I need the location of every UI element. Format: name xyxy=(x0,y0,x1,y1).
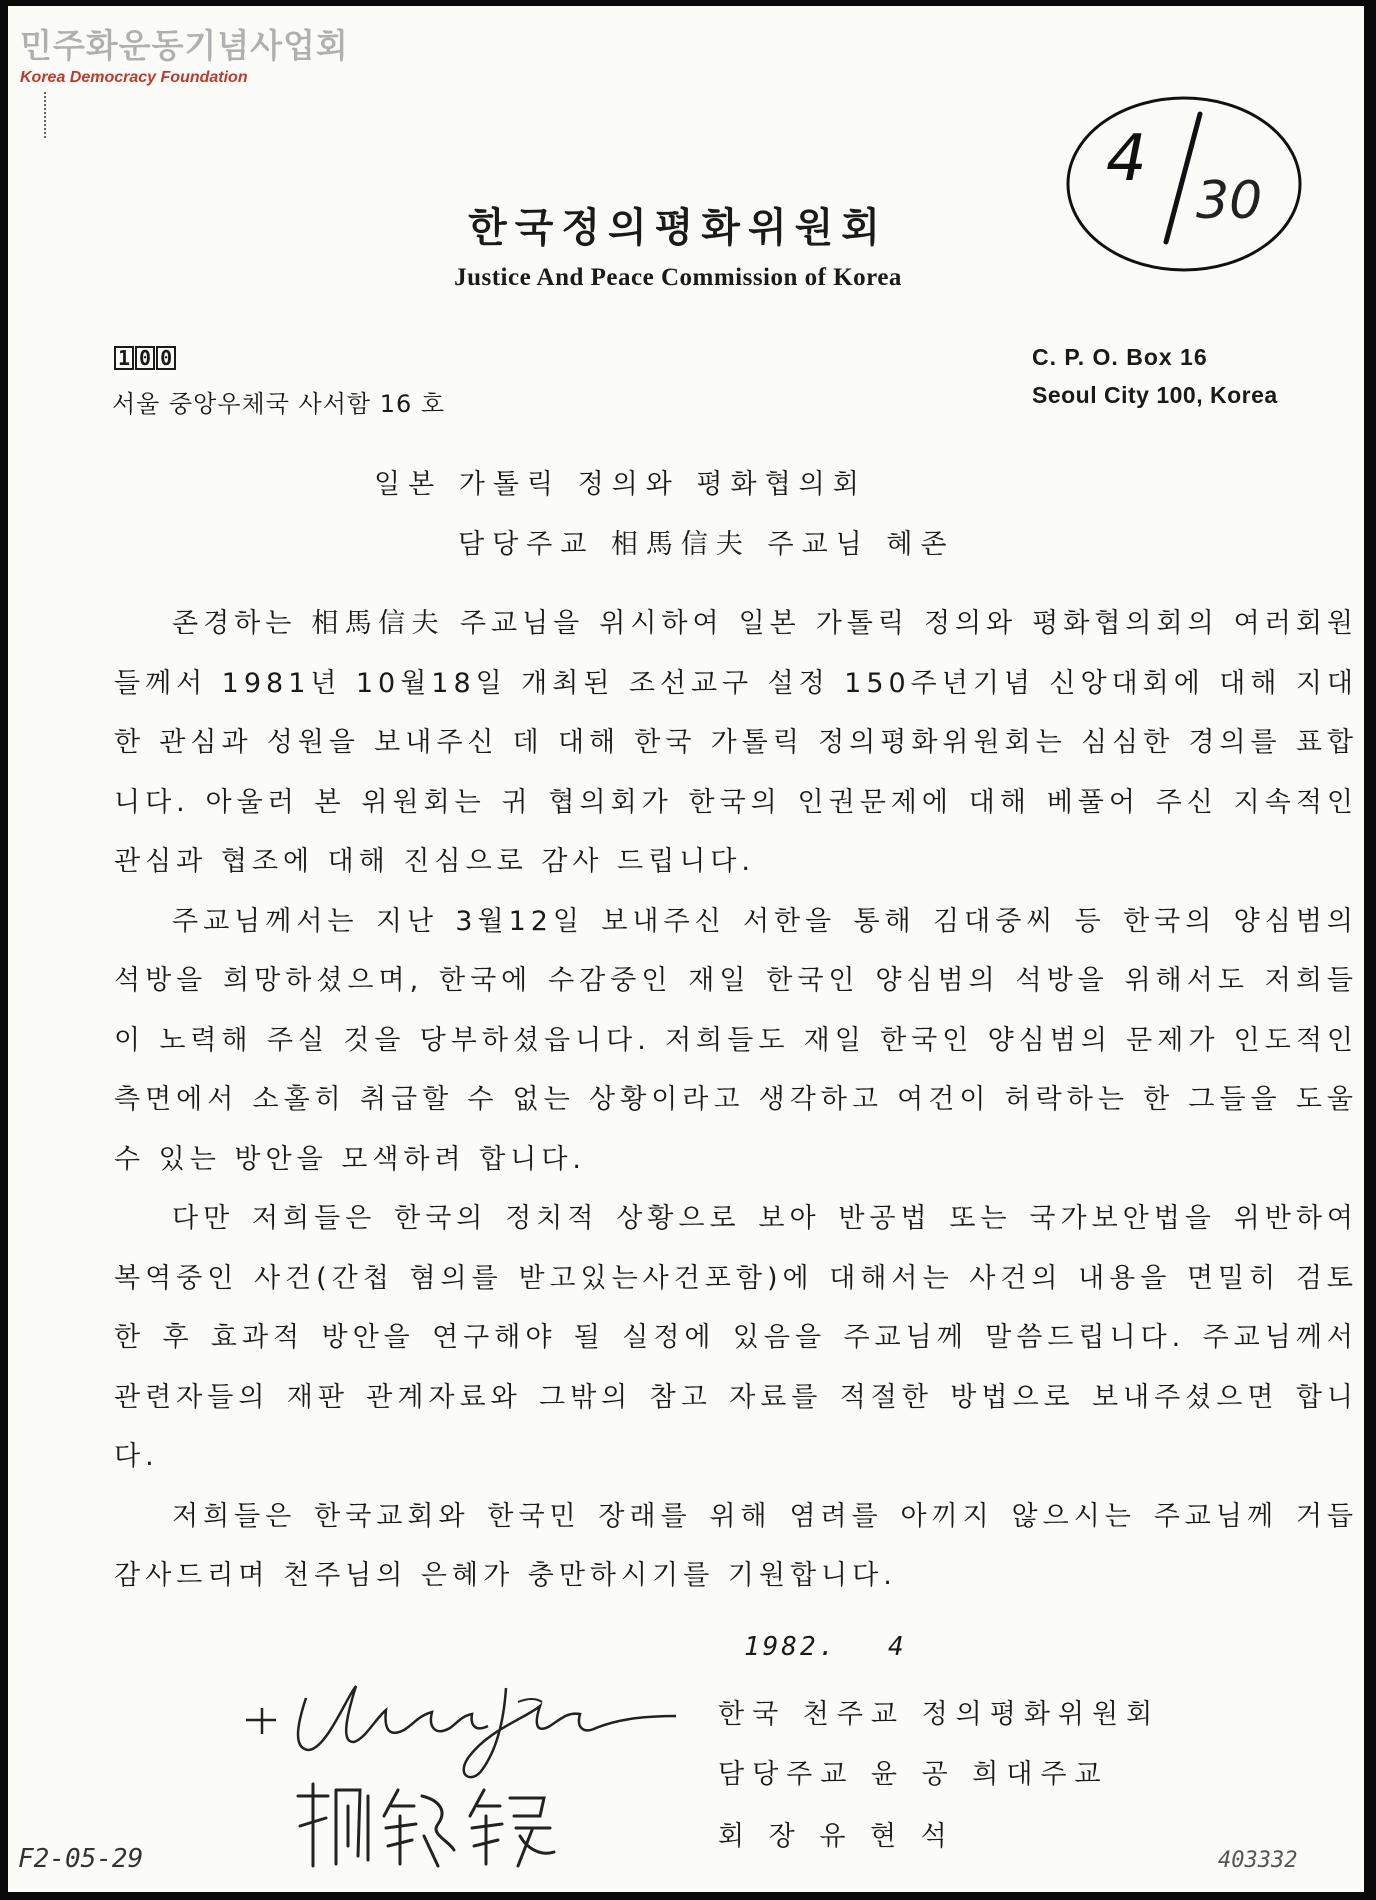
signatory-organization: 한국 천주교 정의평화위원회 xyxy=(718,1699,1161,1730)
org-name-korean: 한국정의평화위원회 xyxy=(468,205,888,251)
recipient-line1: 일본 가톨릭 정의와 평화협의회 xyxy=(374,469,867,500)
stamp-number: 4 xyxy=(1106,122,1147,196)
signatory-bishop: 담당주교 윤 공 희대주교 xyxy=(718,1759,1109,1790)
postal-digit: 1 xyxy=(114,346,134,370)
address-korean: 서울 중앙우체국 사서함 16 호 xyxy=(112,390,446,418)
address-english-line1: C. P. O. Box 16 xyxy=(1032,344,1208,370)
body-paragraph: 존경하는 相馬信夫 주교님을 위시하여 일본 가톨릭 정의와 평화협의회의 여러회원들께서 1981년 10월18일 개최된 조선교구 설정 150주년기념 신앙대회에 대해 지대한 관심과 성원을 보내주신 데 대해 한국 가톨릭 정의평화위원회는 심심한 경의를 표합니다. 아울러 본 위원회는 귀 협의회가 한국의 인권문제에 대해 베풀어 주신 지속적인 관심과 협조에 대해 진심으로 감사 드립니다. xyxy=(114,608,1358,877)
stamp-handwritten: 30 xyxy=(1196,171,1263,231)
watermark xyxy=(20,20,349,87)
watermark-korean: 민주화운동기념사업회 xyxy=(20,26,349,65)
body-paragraph: 저희들은 한국교회와 한국민 장래를 위해 염려를 아끼지 않으시는 주교님께 거듭 감사드리며 천주님의 은혜가 충만하시기를 기원합니다. xyxy=(114,1500,1358,1591)
document-page xyxy=(8,6,1364,1892)
archive-reference-right: 403332 xyxy=(1218,1848,1298,1873)
postal-digit: 0 xyxy=(156,346,176,370)
address-english-line2: Seoul City 100, Korea xyxy=(1032,382,1278,408)
margin-mark xyxy=(44,92,50,138)
letter-body xyxy=(114,594,1358,1606)
body-paragraph: 주교님께서는 지난 3월12일 보내주신 서한을 통해 김대중씨 등 한국의 양심범의 석방을 희망하셨으며, 한국에 수감중인 재일 한국인 양심범의 석방을 위해서도 저희들이 노력해 주실 것을 당부하셨읍니다. 저희들도 재일 한국인 양심범의 문제가 인도적인 측면에서 소홀히 취급할 수 없는 상황이라고 생각하고 여건이 허락하는 한 그들을 도울 수 있는 방안을 모색하려 합니다. xyxy=(114,905,1358,1175)
signatory-president: 회 장 유 현 석 xyxy=(718,1821,955,1852)
archive-reference-left: F2-05-29 xyxy=(18,1844,144,1874)
signature-latin xyxy=(236,1658,696,1788)
body-paragraph: 다만 저희들은 한국의 정치적 상황으로 보아 반공법 또는 국가보안법을 위반하여 복역중인 사건(간첩 혐의를 받고있는사건포함)에 대해서는 사건의 내용을 면밀히 검토한 후 효과적 방안을 연구해야 될 실정에 있음을 주교님께 말씀드립니다. 주교님께서 관련자들의 재판 관계자료와 그밖의 참고 자료를 적절한 방법으로 보내주셨으면 합니다. xyxy=(114,1203,1358,1472)
postal-digit: 0 xyxy=(135,346,155,370)
org-name-english: Justice And Peace Commission of Korea xyxy=(454,264,902,291)
date-month: 4 xyxy=(888,1632,904,1662)
signature-hanja xyxy=(288,1776,568,1876)
watermark-english: Korea Democracy Foundation xyxy=(20,69,248,86)
postal-code xyxy=(114,346,177,370)
recipient-line2: 담당주교 相馬信夫 주교님 혜존 xyxy=(458,529,955,560)
date-year: 1982. xyxy=(744,1632,838,1662)
